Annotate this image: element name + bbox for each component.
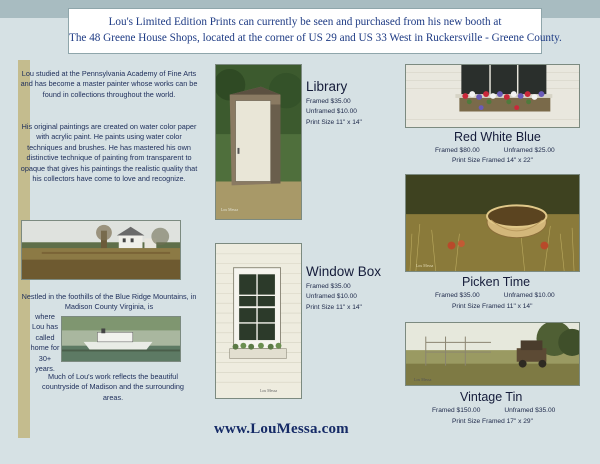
riverboat-painting [61, 316, 181, 362]
red-white-blue-framed-price: Framed $80.00 [435, 147, 480, 154]
announcement-line-2: The 48 Greene House Shops, located at the corner of US 29 and US 33 West in Ruckersville - Greene County. [69, 32, 562, 44]
bio-paragraph-3-top: Nestled in the foothills of the Blue Ridge Mountains, in Madison County Virginia, is [21, 292, 197, 312]
announcement-box [68, 8, 562, 54]
red-white-blue-prices [435, 146, 555, 156]
red-white-blue-print-size: Print Size Framed 14" x 22" [452, 157, 533, 164]
library-title: Library [306, 79, 348, 94]
picken-time-unframed-price: Unframed $10.00 [503, 292, 555, 299]
announcement-line-1: Lou's Limited Edition Prints can currently be seen and purchased from his new booth at [108, 16, 502, 28]
window-box-details [306, 282, 362, 313]
library-signature: Lou Messa [220, 208, 239, 213]
red-white-blue-unframed-price: Unframed $25.00 [503, 147, 555, 154]
farmhouse-painting [21, 220, 181, 280]
picken-time-painting [405, 174, 580, 272]
vintage-tin-painting [405, 322, 580, 386]
picken-time-print-size: Print Size Framed 11" x 14" [452, 303, 533, 310]
red-white-blue-painting [405, 64, 580, 128]
window-box-print-size: Print Size 11" x 14" [306, 303, 362, 311]
vintage-tin-print-size: Print Size Framed 17" x 29" [452, 418, 533, 425]
bio-paragraph-3-bottom: Much of Lou's work reflects the beautiful countryside of Madison and the surrounding areas. [42, 372, 184, 402]
library-unframed-price: Unframed $10.00 [306, 108, 357, 116]
library-framed-price: Framed $35.00 [306, 98, 351, 105]
red-white-blue-title: Red White Blue [454, 130, 541, 144]
website-link[interactable]: www.LouMessa.com [214, 421, 349, 437]
vintage-tin-prices [432, 406, 555, 416]
vintage-tin-title: Vintage Tin [460, 390, 523, 404]
window-box-framed-price: Framed $35.00 [306, 283, 351, 290]
library-details [306, 97, 362, 128]
vintage-tin-unframed-price: Unframed $35.00 [504, 407, 556, 414]
picken-time-framed-price: Framed $35.00 [435, 292, 480, 299]
library-outhouse-painting [215, 64, 302, 220]
picken-time-title: Picken Time [462, 275, 531, 289]
window-box-title: Window Box [306, 264, 382, 279]
vintage-tin-framed-price: Framed $150.00 [432, 407, 481, 414]
bio-paragraph-1: Lou studied at the Pennsylvania Academy of Fine Arts and has become a master painter whose works can be found in collections throughout the world. [20, 69, 198, 99]
vintage-tin-signature: Lou Messa [413, 378, 432, 383]
library-print-size: Print Size 11" x 14" [306, 118, 362, 126]
window-box-signature: Lou Messa [259, 389, 278, 394]
picken-time-prices [435, 291, 555, 301]
bio-paragraph-3-side: where Lou has called home for 30+ years. [30, 312, 60, 374]
bio-paragraph-2: His original paintings are created on water color paper with acrylic paint. He paints using water color techniques and brushes. He has mastered his own distinctive technique of painting from transparent to opaque that gives his paintings the realistic quality that his collectors have come to love and recognize. [20, 122, 198, 184]
window-box-painting [215, 243, 302, 399]
window-box-unframed-price: Unframed $10.00 [306, 293, 357, 301]
picken-time-signature: Lou Messa [415, 263, 434, 269]
